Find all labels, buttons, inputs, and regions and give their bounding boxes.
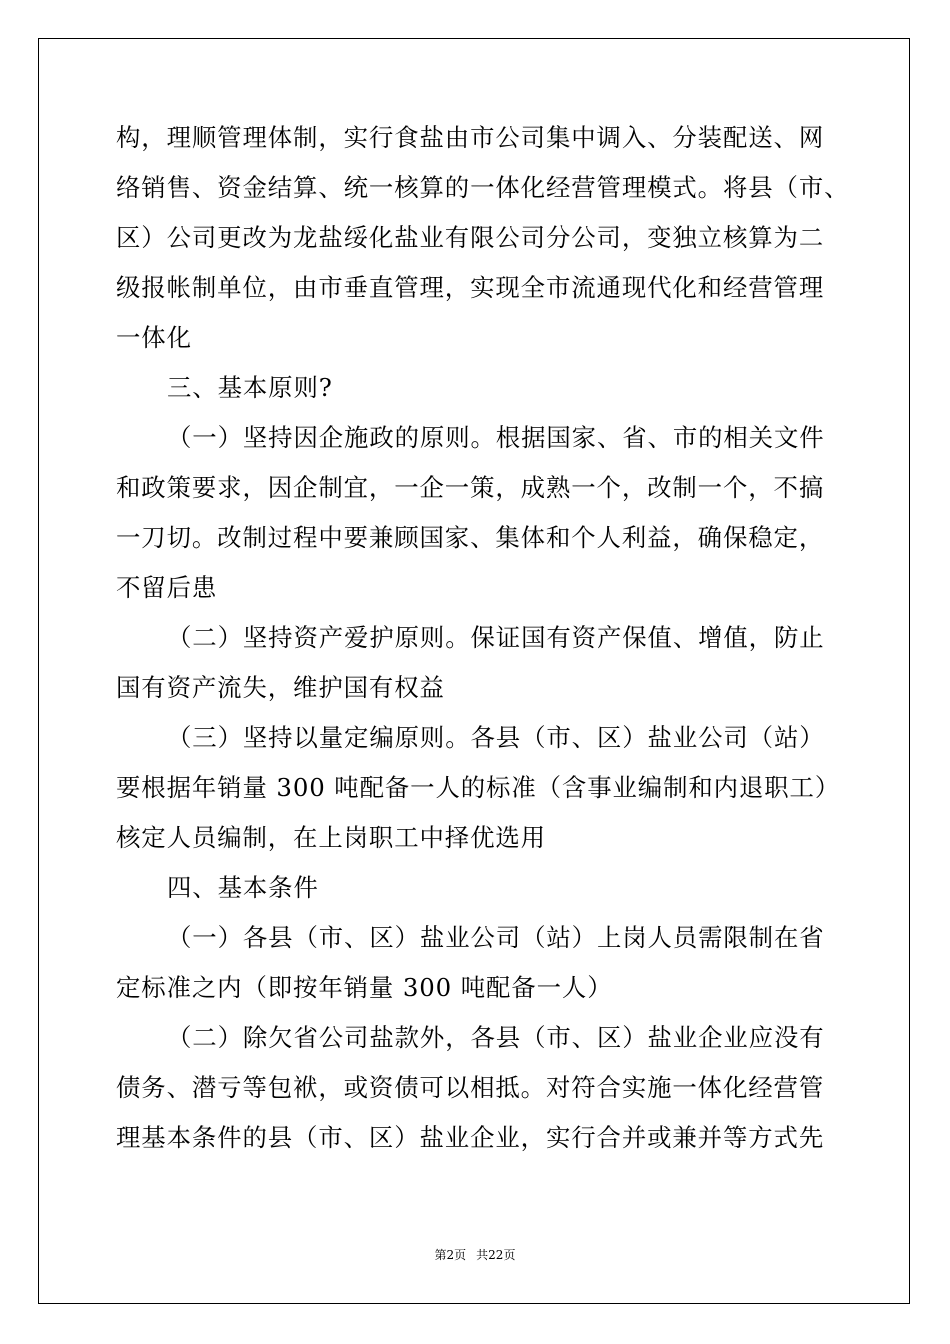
- paragraph-line: 要根据年销量 300 吨配备一人的标准（含事业编制和内退职工）: [116, 773, 841, 802]
- page-number-current: 第2页: [434, 1248, 467, 1262]
- paragraph-line: 定标准之内（即按年销量 300 吨配备一人）: [116, 973, 613, 1002]
- paragraph-line: 核定人员编制，在上岗职工中择优选用: [116, 823, 546, 852]
- paragraph-line: 区）公司更改为龙盐绥化盐业有限公司分公司，变独立核算为二: [116, 223, 825, 252]
- section-heading: 四、基本条件: [167, 873, 319, 902]
- paragraph-line: 络销售、资金结算、统一核算的一体化经营管理模式。将县（市、: [116, 173, 850, 202]
- page-number-total: 共22页: [476, 1248, 516, 1262]
- document-body: [116, 113, 850, 1163]
- paragraph-line: （二）除欠省公司盐款外，各县（市、区）盐业企业应没有: [167, 1023, 825, 1052]
- paragraph-line: 债务、潜亏等包袱，或资债可以相抵。对符合实施一体化经营管: [116, 1073, 825, 1102]
- paragraph-line: 构，理顺管理体制，实行食盐由市公司集中调入、分装配送、网: [116, 123, 825, 152]
- paragraph-line: 和政策要求，因企制宜，一企一策，成熟一个，改制一个，不搞: [116, 473, 825, 502]
- page-footer: [0, 1246, 950, 1263]
- paragraph-line: （一）各县（市、区）盐业公司（站）上岗人员需限制在省: [167, 923, 825, 952]
- section-heading: 三、基本原则?: [167, 373, 333, 402]
- paragraph-line: 级报帐制单位，由市垂直管理，实现全市流通现代化和经营管理: [116, 273, 825, 302]
- paragraph-line: 一刀切。改制过程中要兼顾国家、集体和个人利益，确保稳定，: [116, 523, 825, 552]
- paragraph-line: 一体化: [116, 323, 192, 352]
- paragraph-line: 不留后患: [116, 573, 218, 602]
- paragraph-line: （一）坚持因企施政的原则。根据国家、省、市的相关文件: [167, 423, 825, 452]
- paragraph-line: 国有资产流失，维护国有权益: [116, 673, 445, 702]
- paragraph-line: 理基本条件的县（市、区）盐业企业，实行合并或兼并等方式先: [116, 1123, 825, 1152]
- paragraph-line: （二）坚持资产爱护原则。保证国有资产保值、增值，防止: [167, 623, 825, 652]
- paragraph-line: （三）坚持以量定编原则。各县（市、区）盐业公司（站）: [167, 723, 825, 752]
